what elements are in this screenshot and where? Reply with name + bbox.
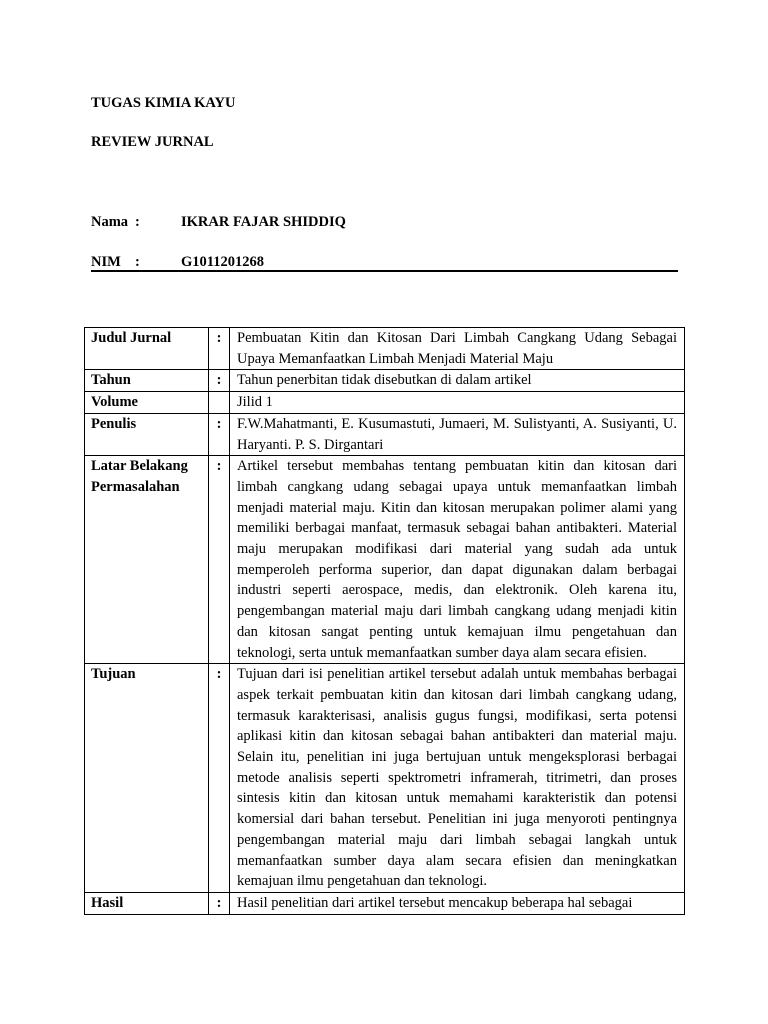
- table-row-tujuan: [85, 664, 685, 893]
- row-value-text: Hasil penelitian dari artikel tersebut mencakup beberapa hal sebagai: [237, 894, 633, 911]
- header-divider: [91, 270, 678, 272]
- table-row-judul: [85, 328, 685, 370]
- row-separator: [209, 392, 230, 414]
- row-label: Latar Belakang Permasalahan: [85, 456, 209, 664]
- row-label: Tujuan: [85, 664, 209, 893]
- row-separator: :: [209, 892, 230, 914]
- row-value: Artikel tersebut membahas tentang pembuatan kitin dan kitosan dari limbah cangkang udang sebagai upaya untuk memanfaatkan limbah menjadi material maju. Kitin dan kitosan merupakan polimer alami yang memiliki berbagai manfaat, termasuk sebagai bahan antibakteri. Material maju merupakan modifikasi dari material yang sudah ada untuk memperoleh performa superior, dan dapat digunakan dalam berbagai industri seperti aerospace, medis, dan elektronik. Oleh karena itu, pengembangan material maju dari limbah cangkang udang menjadi kitin dan kitosan sangat penting untuk kemajuan ilmu pengetahuan dan teknologi, serta untuk memanfaatkan sumber daya alam secara efisien.: [230, 456, 685, 664]
- row-label: Hasil: [85, 892, 209, 914]
- nim-value: G1011201268: [181, 254, 264, 270]
- row-value: Tahun penerbitan tidak disebutkan di dalam artikel: [230, 370, 685, 392]
- table-row-hasil: [85, 892, 685, 914]
- row-label: Volume: [85, 392, 209, 414]
- row-label: Penulis: [85, 413, 209, 455]
- row-value: F.W.Mahatmanti, E. Kusumastuti, Jumaeri, M. Sulistyanti, A. Susiyanti, U. Haryanti. P. S. Dirgantari: [230, 413, 685, 455]
- course-title: TUGAS KIMIA KAYU: [91, 95, 236, 111]
- row-label: Tahun: [85, 370, 209, 392]
- name-colon: :: [135, 214, 140, 230]
- document-subtitle: REVIEW JURNAL: [91, 134, 214, 150]
- row-label: Judul Jurnal: [85, 328, 209, 370]
- row-separator: :: [209, 328, 230, 370]
- row-separator: :: [209, 370, 230, 392]
- table-row-volume: [85, 392, 685, 414]
- table-row-penulis: [85, 413, 685, 455]
- row-value: Jilid 1: [230, 392, 685, 414]
- review-table: [84, 327, 685, 915]
- row-separator: :: [209, 456, 230, 664]
- row-separator: :: [209, 413, 230, 455]
- row-value: Pembuatan Kitin dan Kitosan Dari Limbah Cangkang Udang Sebagai Upaya Memanfaatkan Limbah Menjadi Material Maju: [230, 328, 685, 370]
- table-row-tahun: [85, 370, 685, 392]
- row-separator: :: [209, 664, 230, 893]
- row-value: Tujuan dari isi penelitian artikel tersebut adalah untuk membahas berbagai aspek terkait pembuatan kitin dan kitosan dari limbah cangkang udang, termasuk karakterisasi, analisis gugus fungsi, modifikasi, serta potensi aplikasi kitin dan kitosan sebagai bahan antibakteri dan material maju. Selain itu, penelitian ini juga bertujuan untuk mengeksplorasi berbagai metode analisis seperti spektrometri inframerah, titrimetri, dan proses sintesis kitin dan kitosan untuk memahami karakteristik dan potensi komersial dari bahan tersebut. Penelitian ini juga menyoroti pentingnya pengembangan material maju dari limbah sebagai langkah untuk memanfaatkan sumber daya alam secara efisien dan meningkatkan kemajuan ilmu pengetahuan dan teknologi.: [230, 664, 685, 893]
- row-value: [230, 892, 685, 914]
- name-value: IKRAR FAJAR SHIDDIQ: [181, 214, 346, 230]
- table-row-latar-belakang: [85, 456, 685, 664]
- nim-colon: :: [135, 254, 140, 270]
- name-label: Nama: [91, 214, 129, 230]
- nim-label: NIM: [91, 254, 121, 270]
